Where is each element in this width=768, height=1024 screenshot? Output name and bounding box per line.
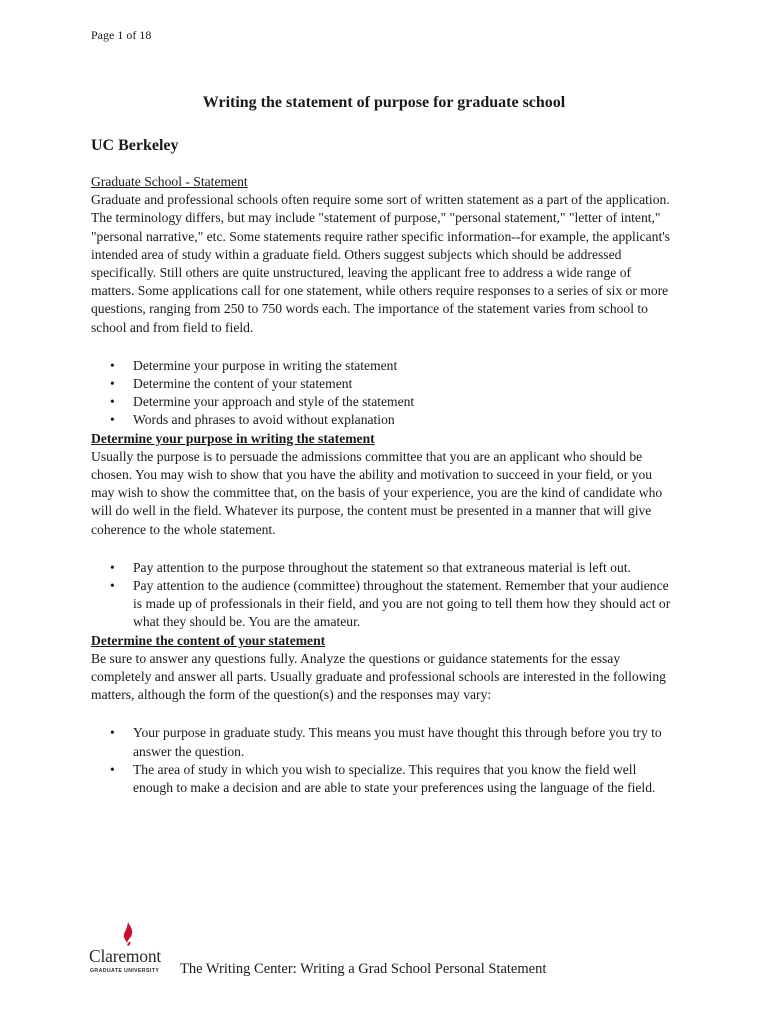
content-heading: Determine the content of your statement [91,632,326,648]
document-body [91,173,676,797]
content-paragraph: Be sure to answer any questions fully. Analyze the questions or guidance statements for the essay completely and answer all parts. Usually graduate and professional schools are interested in the following matters, although the form of the question(s) and the responses may vary: [91,650,666,703]
bullet-glyph: • [110,559,115,575]
content-list [91,724,676,797]
list-item: • Your purpose in graduate study. This means you must have thought this through before you try to answer the question. [110,725,662,759]
page-indicator: Page 1 of 18 [91,28,152,42]
overview-list [91,357,676,430]
list-item: • Determine the content of your statement [91,375,676,393]
claremont-logo [89,922,169,984]
bullet-glyph: • [110,394,115,410]
purpose-list [91,559,676,632]
list-item: • Determine your purpose in writing the statement [91,357,676,375]
section-label: Graduate School - Statement [91,174,248,189]
organization-heading: UC Berkeley [91,137,179,154]
list-item: • Words and phrases to avoid without explanation [91,411,676,429]
logo-wordmark: Claremont [89,946,162,966]
intro-paragraph: Graduate and professional schools often require some sort of written statement as a part of the application. The terminology differs, but may include "statement of purpose," "personal statement," "letter of intent," "personal narrative," etc. Some statements require rather specific information--for example, the applicant's intended area of study within a graduate field. Others suggest subjects which should be addressed specifically. Still others are quite unstructured, leaving the applicant free to address a wide range of matters. Some applications call for one statement, while others require responses to a series of six or more questions, ranging from 250 to 750 words each. The importance of the statement varies from school to school and from field to field. [91,192,670,335]
purpose-heading: Determine your purpose in writing the statement [91,430,375,446]
footer-text: The Writing Center: Writing a Grad School Personal Statement [180,961,547,977]
bullet-glyph: • [110,412,115,428]
document-title: Writing the statement of purpose for graduate school [202,94,566,111]
purpose-paragraph: Usually the purpose is to persuade the admissions committee that you are an applicant who should be chosen. You may wish to show that you have the ability and motivation to succeed in your field, or you may wish to show the committee that, on the basis of your experience, you are the kind of candidate who will do well in the field. Whatever its purpose, the content must be presented in a manner that will give coherence to the whole statement. [91,448,663,537]
list-item: • Pay attention to the purpose throughout the statement so that extraneous material is left out. [91,559,676,577]
bullet-glyph: • [110,376,115,392]
bullet-glyph: • [110,761,115,777]
list-item: • Pay attention to the audience (committee) throughout the statement. Remember that your audience is made up of professionals in their field, and you are not going to tell them how they should act or what they should be. You are the amateur. [110,578,671,630]
logo-subtitle: GRADUATE UNIVERSITY [90,968,160,974]
flame-icon [121,922,135,946]
list-item: • The area of study in which you wish to specialize. This requires that you know the field well enough to make a decision and are able to state your preferences using the language of the field. [110,761,656,796]
bullet-glyph: • [110,357,115,373]
bullet-glyph: • [110,725,115,741]
bullet-glyph: • [110,578,115,594]
list-item: • Determine your approach and style of the statement [91,393,676,411]
